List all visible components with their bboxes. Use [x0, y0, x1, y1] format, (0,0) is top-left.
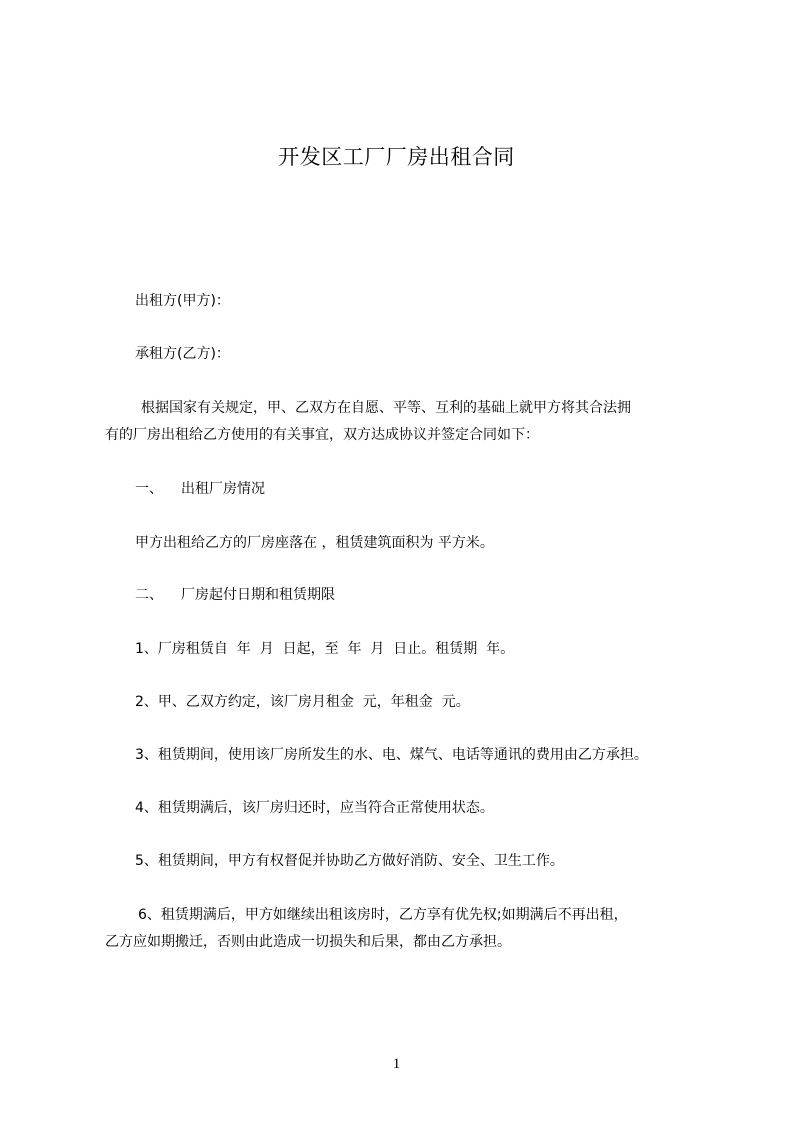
- section-2-heading: [135, 585, 335, 605]
- lessee-label: 承租方(乙方)：: [135, 346, 230, 362]
- clause-5: 5、租赁期间，甲方有权督促并协助乙方做好消防、安全、卫生工作。: [135, 853, 564, 869]
- document-title: 开发区工厂厂房出租合同: [278, 145, 515, 169]
- preamble-line-1: 根据国家有关规定，甲、乙双方在自愿、平等、互利的基础上就甲方将其合法拥: [141, 400, 631, 416]
- clause-4: 4、租赁期满后，该厂房归还时，应当符合正常使用状态。: [135, 800, 494, 816]
- clause-6-line-2: 乙方应如期搬迁，否则由此造成一切损失和后果，都由乙方承担。: [105, 934, 511, 950]
- clause-6-line-1: 6、租赁期满后，甲方如继续出租该房时，乙方享有优先权;如期满后不再出租，: [138, 907, 628, 923]
- lessor-label: 出租方(甲方)：: [135, 293, 230, 309]
- preamble-line-2: 有的厂房出租给乙方使用的有关事宜，双方达成协议并签定合同如下：: [105, 427, 539, 443]
- section-1-number: 一、: [135, 481, 163, 497]
- section-2-title: 厂房起付日期和租赁期限: [181, 587, 335, 603]
- section-1-title: 出租厂房情况: [181, 481, 265, 497]
- clause-3: 3、租赁期间，使用该厂房所发生的水、电、煤气、电话等通讯的费用由乙方承担。: [135, 747, 648, 763]
- page-number: 1: [392, 1056, 401, 1072]
- section-1-heading: [135, 479, 265, 499]
- section-2-number: 二、: [135, 587, 163, 603]
- clause-1: 1、厂房租赁自 年 月 日起，至 年 月 日止。租赁期 年。: [135, 641, 515, 657]
- section-1-body: 甲方出租给乙方的厂房座落在 ，租赁建筑面积为 平方米。: [135, 535, 494, 551]
- clause-2: 2、甲、乙双方约定，该厂房月租金 元，年租金 元。: [135, 694, 470, 710]
